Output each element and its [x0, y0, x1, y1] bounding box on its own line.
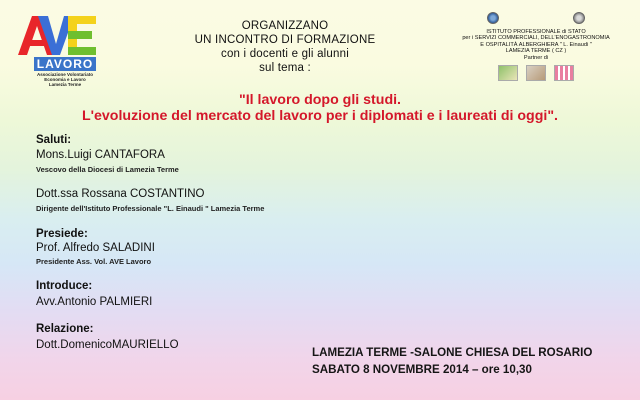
logo-word: LAVORO [34, 57, 96, 71]
logo-letter-e [66, 14, 98, 56]
partner-logo-icon [526, 65, 546, 81]
logo-tagline: Associazione Volontariato Economia e Lavoro Lamezia Terme [37, 72, 93, 87]
speaker-role: Presidente Ass. Vol. AVE Lavoro [36, 257, 152, 266]
event-date: SABATO 8 NOVEMBRE 2014 – ore 10,30 [312, 363, 532, 376]
event-venue: LAMEZIA TERME -SALONE CHIESA DEL ROSARIO [312, 346, 593, 359]
partner-logo-icon [498, 65, 518, 81]
event-venue-date [312, 344, 632, 378]
section-heading-saluti: Saluti: [36, 134, 72, 146]
section-heading-presiede: Presiede: [36, 228, 88, 240]
institute-line: LAMEZIA TERME ( CZ ) [505, 48, 567, 55]
header-line: sul tema : [259, 62, 311, 74]
institute-line: per i SERVIZI COMMERCIALI, DELL'ENOGASTRONOMIA [462, 35, 610, 42]
speaker-role: Vescovo della Diocesi di Lamezia Terme [36, 165, 179, 174]
institute-line: E OSPITALITÀ ALBERGHIERA " L. Einaudi " [480, 41, 592, 48]
header-line: UN INCONTRO DI FORMAZIONE [194, 34, 376, 46]
header-line: con i docenti e gli alunni [221, 48, 349, 60]
republic-emblem-icon [573, 12, 585, 24]
speaker-name: Dott.DomenicoMAURIELLO [36, 339, 179, 351]
title-line-2: L'evoluzione del mercato del lavoro per i diplomati e i laureati di oggi". [81, 108, 558, 124]
speaker-name: Dott.ssa Rossana COSTANTINO [36, 188, 205, 200]
speaker-name: Mons.Luigi CANTAFORA [36, 149, 165, 161]
institute-line: Partner di [523, 54, 549, 61]
institute-line: ISTITUTO PROFESSIONALE di STATO [486, 28, 586, 35]
speaker-name: Avv.Antonio PALMIERI [36, 296, 153, 308]
section-heading-relazione: Relazione: [36, 323, 94, 335]
event-title [6, 92, 634, 124]
organizers-header [150, 19, 420, 75]
ave-lavoro-logo [16, 14, 102, 87]
partner-logos [440, 65, 632, 81]
speaker-name: Prof. Alfredo SALADINI [36, 242, 155, 254]
speaker-role: Dirigente dell'Istituto Professionale "L. Einaudi " Lamezia Terme [36, 204, 265, 213]
institute-emblem-icon [487, 12, 499, 24]
section-heading-introduce: Introduce: [36, 280, 93, 292]
institute-block [440, 12, 632, 81]
partner-logo-icon [554, 65, 574, 81]
title-line-1: "Il lavoro dopo gli studi. [239, 92, 401, 108]
header-line: ORGANIZZANO [241, 20, 329, 32]
